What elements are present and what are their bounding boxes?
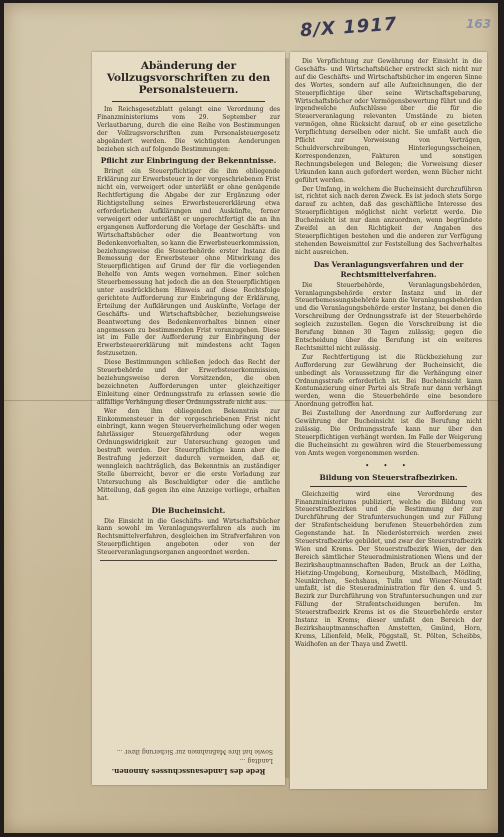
paragraph: Zur Rechtfertigung ist die Rückbeziehung zur Aufforderung zur Gewährung der Bucheinsicht, die unbedingt als Voraussetzung für die Verhängung einer Ordnungsstrafe erforderlich ist. Bei Bucheinsicht kann Kontumazierung einer Partei als Strafe nur dann verhängt werden, wenn die Steuerbehörde eine besondere Anordnung getroffen hat. bbox=[295, 353, 482, 409]
intro-paragraph: Im Reichsgesetzblatt gelangt eine Verordnung des Finanzministeriums vom 29. September zur Verlautbarung, durch die eine Reihe von Bestimmungen der Vollzugsvorschriften zum Personalsteuergesetz abgeändert werden. Die wichtigsten Aenderungen beziehen sich auf folgende Bestimmungen: bbox=[97, 106, 280, 153]
section-title-tax-districts: Bildung von Steuerstrafbezirken. bbox=[319, 472, 458, 482]
paragraph: Der Umfang, in welchem die Bucheinsicht durchzuführen ist, richtet sich nach deren Zweck. Es ist jedoch stets Sorge darauf zu achten, daß das geschäftliche Interesse des Steuerpflichtigen möglichst nicht verletzt werde. Die Bucheinsicht ist nur dann anzuordnen, wenn begründete Zweifel an den Richtigkeit der Angaben des Steuerpflichtigen bestehen und die anderen zur Verfügung stehenden Beweismittel zur Feststellung des Sachverhaltes nicht ausreichen. bbox=[295, 185, 482, 256]
handwritten-date: 8/X 1917 bbox=[299, 13, 398, 42]
paragraph: Landtag ... bbox=[239, 757, 273, 764]
paragraph: Wer den ihm obliegenden Bekenntnis zur Einkommensteuer in der vorgeschriebenen Frist nicht einbringt, kann wegen Steuerverheimlichung oder wegen fahrlässiger Steuergefährdung oder wegen Ordnungswidrigkeit zur Untersuchung gezogen und bestraft werden. Der Steuerpflichtige kann aber die Bestrafung jederzeit dadurch vermeiden, daß er, wenngleich nachträglich, das Bekenntnis an zuständiger Stelle überreicht, bevor er die erste Vorladung zur Untersuchung als Beschuldigter oder die amtliche Mitteilung, daß gegen ihn eine Anzeige vorliege, erhalten hat. bbox=[97, 407, 280, 502]
section-title-book-inspection: Die Bucheinsicht. bbox=[151, 505, 226, 515]
section-title-assessment: Das Veranlagungsverfahren und der Rechtsmittelverfahren. bbox=[313, 259, 464, 279]
right-clipping bbox=[290, 52, 487, 789]
paragraph: Diese Bestimmungen schließen jedoch das Recht der Steuerbehörde und der Erwerbsteuerkommission, beziehungsweise deren Vorsitzenden, die oben bezeichneten Aufforderungen unter gleichzeitiger Einleitung einer Ordnungsstrafe zu erlassen sowie die allfällige Verhängung dieser Ordnungsstrafe nicht aus. bbox=[97, 359, 280, 406]
paragraph: Bringt ein Steuerpflichtiger die ihm obliegende Erklärung zur Erwerbsteuer in der vorgeschriebenen Frist nicht ein, verweigert oder unterläßt er ohne genügende Rechtfertigung die Abgabe der zur Ergänzung oder Richtigstellung seines Erwerbsteuererklärung etwa erforderlichen Aufklärungen und Auskünfte, ferner verweigert oder unterläßt er ungerechtfertigt die an ihn ergangenen Aufforderung die Vorlage der Geschäfts- und Wirtschaftsbücher oder die Beantwortung von Bedenkenvorhalten, so kann die Erwerbsteuerkommission, beziehungsweise die Steuerbehörde erster Instanz die Bemessung der Erwerbsteuer ohne Mitwirkung des Steuerpflichtigen auf Grund der für die vorliegenden Behelfe von Amts wegen vornehmen. Einer solchen Steuerbemessung hat jedoch die an den Steuerpflichtigen unter ausdrücklichem Hinweis auf diese Rechtsfolge gerichtete Aufforderung zur Einbringung der Erklärung, Erteilung der Aufklärungen und Auskünfte, Vorlage der Geschäfts- und Wirtschaftsbücher, beziehungsweise Beantwortung des Bedenkenvorhaltes binnen einer angemessen zu bestimmenden Frist voranzugehen. Diese ist im Falle der Aufforderung zur Einbringung der Erwerbsteuererklärung mit mindestens acht Tagen festzusetzen. bbox=[97, 168, 280, 358]
section-separator: • • • bbox=[365, 461, 412, 470]
inverted-clipping bbox=[92, 746, 285, 779]
paragraph: Die Einsicht in die Geschäfts- und Wirtschaftsbücher kann sowohl im Veranlagungsverfahren als auch im Rechtsmittelverfahren, desgleichen im Strafverfahren von Steuerpflichtigen angeboten oder von der Steuerveranlagungsorganen angeordnet werden. bbox=[97, 517, 280, 557]
paper-fold bbox=[4, 400, 498, 401]
inverted-title: Rede des Landesausschusses Annonen. bbox=[111, 767, 266, 776]
article-headline: Abänderung der Vollzugsvorschriften zu den Personalsteuern. bbox=[106, 60, 271, 96]
section-title-declarations: Pflicht zur Einbringung der Bekenntnisse. bbox=[100, 156, 277, 166]
paragraph: Sowie hat ihre Maßnahmen zur Sicherung ihrer ... bbox=[116, 748, 273, 756]
page-number: 163 bbox=[466, 17, 492, 31]
section-body-book-inspection bbox=[97, 518, 280, 558]
section-body-declarations bbox=[97, 168, 280, 502]
book-inspection-continued bbox=[295, 58, 482, 257]
headline-rule bbox=[112, 101, 265, 102]
section-body-assessment bbox=[295, 282, 482, 458]
article-intro bbox=[97, 106, 280, 153]
paragraph: Die Verpflichtung zur Gewährung der Einsicht in die Geschäfts- und Wirtschaftsbücher erstreckt sich nicht nur auf die Geschäfts- und Wirtschaftsbücher im engeren Sinne des Wortes, sondern auf alle Aufzeichnungen, die der Steuerpflichtige über seine Wirtschaftsgebarung, Wirtschaftsbücher oder Vermögensbewertung führt und die irgendwelche Aufschlüsse über die für die Steuerveranlagung relevanten Umstände zu bieten vermögen, ohne Rücksicht darauf, ob er eine gesetzliche Verpflichtung derselben oder nicht. Sie umfaßt auch die Pflicht zur Vorweisung von Verträgen, Schuldverschreibungen, Hinterlegungsscheinen, Korrespondenzen, Fakturen und sonstigen Rechnungsbelegen und Belegen; die Vorweisung dieser Urkunden kann auch gefordert werden, wenn Bücher nicht geführt werden. bbox=[295, 58, 482, 184]
column-gap bbox=[285, 58, 289, 778]
paragraph: Gleichzeitig wird eine Verordnung des Finanzministeriums publiziert, welche die Bildung von Steuerstrafbezirken und die Bestimmung der zur Durchführung der Strafuntersuchungen und zur Fällung der Strafentscheidung berufenen Steuerbehörden zum Gegenstande hat. In Niederösterreich werden zwei Steuerstrafbezirke gebildet, und zwar der Steuerstrafbezirk Wien und Krems. Der Steuerstrafbezirk Wien, der den Bereich sämtlicher Steueradministrationen Wiens und der Bezirkshauptmannschaften Baden, Bruck an der Leitha, Hietzing-Umgebung, Korneuburg, Mistelbach, Mödling, Neunkirchen, Sechshaus, Tulln und Wiener-Neustadt umfaßt, ist die Steueradministration für den 4. und 5. Bezirk zur Durchführung von Strafuntersuchungen und zur Fällung der Strafentscheidungen berufen. Im Steuerstrafbezirk Krems ist es die Steuerbehörde erster Instanz in Krems; dieser umfaßt den Bereich der Bezirkshauptmannschaften Amstetten, Gmünd, Horn, Krems, Lilienfeld, Melk, Pöggstall, St. Pölten, Scheibbs, Waidhofen an der Thaya und Zwettl. bbox=[295, 490, 482, 648]
section-body-tax-districts bbox=[295, 491, 482, 649]
paragraph: Die Steuerbehörde, Veranlagungsbehörden, Veranlagungsbehörde erster Instanz und in der Steuerbemessungsbehörde kann die Veranlagungsbehörden und die Veranlagungsbehörde erster Instanz, bei denen die Vorschreibung der Ordnungsstrafe ist der Steuerbehörde sogleich zuzustellen. Gegen die Vorschreibung ist die Berufung binnen 30 Tagen zulässig; gegen die Entscheidung über die Berufung ist ein weiteres Rechtsmittel nicht zulässig. bbox=[295, 281, 482, 352]
inverted-body bbox=[97, 747, 280, 764]
divider bbox=[100, 560, 277, 561]
left-clipping bbox=[92, 52, 285, 785]
paragraph: Bei Zustellung der Anordnung zur Aufforderung zur Gewährung der Bucheinsicht ist die Berufung nicht zulässig. Die Ordnungsstrafe kann nur über den Steuerpflichtigen verhängt werden. Im Falle der Weigerung die Bucheinsicht zu gewähren wird die Steuerbemessung von Amts wegen vorgenommen werden. bbox=[295, 410, 482, 457]
subhead-rule bbox=[310, 486, 467, 487]
